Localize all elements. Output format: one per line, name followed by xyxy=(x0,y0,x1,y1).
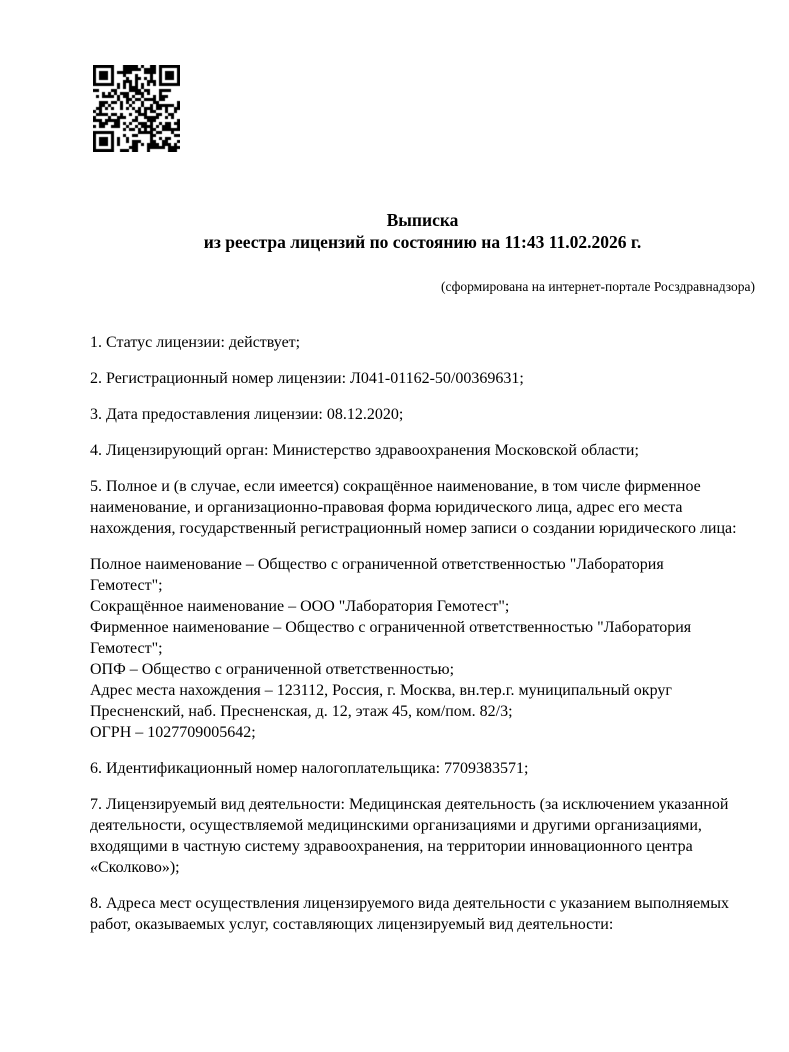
document-content xyxy=(90,210,755,935)
license-status-item: 1. Статус лицензии: действует; xyxy=(90,334,301,351)
generated-note: (сформирована на интернет-портале Росздравнадзора) xyxy=(440,279,755,294)
grant-date-item: 3. Дата предоставления лицензии: 08.12.2020; xyxy=(90,406,404,423)
legal-entity-heading-item: 5. Полное и (в случае, если имеется) сокращённое наименование, в том числе фирменное наименование, и организационно-правовая форма юридического лица, адрес его места нахождения, государственный регистрационный номер записи о создании юридического лица: xyxy=(90,478,737,537)
document-body xyxy=(90,332,738,935)
registration-number-item: 2. Регистрационный номер лицензии: Л041-01162-50/00369631; xyxy=(90,370,524,387)
title-line-1: Выписка xyxy=(386,210,459,230)
ogrn-line: ОГРН – 1027709005642; xyxy=(90,724,256,741)
qr-code xyxy=(93,65,180,152)
licensed-activity-item: 7. Лицензируемый вид деятельности: Медицинская деятельность (за исключением указанной деятельности, осуществляемой медицинскими организациями и другими организациями, входящими в частную систему здравоохранения, на территории инновационного центра «Сколково»); xyxy=(90,796,729,876)
full-name-line: Полное наименование – Общество с ограниченной ответственностью "Лаборатория Гемотест"; xyxy=(90,556,664,594)
legal-entity-details xyxy=(90,554,738,743)
document-title xyxy=(90,210,755,253)
address-line: Адрес места нахождения – 123112, Россия, г. Москва, вн.тер.г. муниципальный округ Пресненский, наб. Пресненская, д. 12, этаж 45, ком/пом. 82/3; xyxy=(90,682,672,720)
licensing-authority-item: 4. Лицензирующий орган: Министерство здравоохранения Московской области; xyxy=(90,442,639,459)
taxpayer-id-item: 6. Идентификационный номер налогоплательщика: 7709383571; xyxy=(90,760,529,777)
activity-addresses-item: 8. Адреса мест осуществления лицензируемого вида деятельности с указанием выполняемых работ, оказываемых услуг, составляющих лицензируемый вид деятельности: xyxy=(90,895,730,933)
title-line-2: из реестра лицензий по состоянию на 11:43 11.02.2026 г. xyxy=(203,231,642,252)
brand-name-line: Фирменное наименование – Общество с ограниченной ответственностью "Лаборатория Гемотест"; xyxy=(90,619,692,657)
opf-line: ОПФ – Общество с ограниченной ответственностью; xyxy=(90,661,455,678)
short-name-line: Сокращённое наименование – ООО "Лаборатория Гемотест"; xyxy=(90,598,510,615)
